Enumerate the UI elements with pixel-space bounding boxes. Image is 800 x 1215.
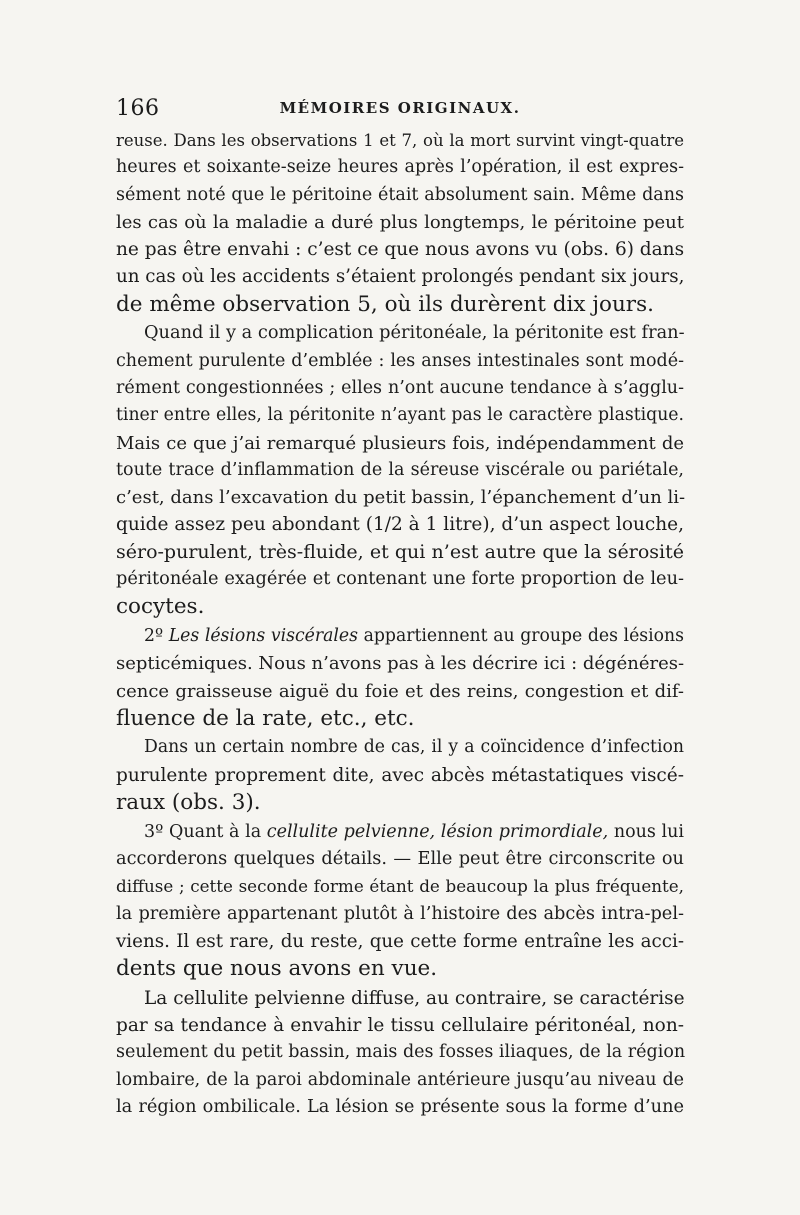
text-line: dents que nous avons en vue.: [116, 956, 438, 982]
section-number: 3º Quant à la: [144, 821, 267, 842]
text-line: tiner entre elles, la péritonite n’ayant pas le caractère plastique.: [116, 405, 684, 426]
text-line: chement purulente d’emblée : les anses intestinales sont modé-: [116, 350, 684, 371]
text-line: septicémiques. Nous n’avons pas à les décrire ici : dégénéres-: [116, 653, 685, 675]
paragraph: [116, 127, 684, 318]
text-line: La cellulite pelvienne diffuse, au contraire, se caractérise: [144, 987, 685, 1009]
text-line: raux (obs. 3).: [116, 790, 261, 816]
paragraph: [116, 734, 684, 816]
text-line: ne pas être envahi : c’est ce que nous avons vu (obs. 6) dans: [116, 239, 685, 261]
body-text: [116, 127, 684, 1121]
page-header: [116, 96, 684, 126]
text-line: les cas où la maladie a duré plus longtemps, le péritoine peut: [116, 211, 684, 233]
text-line: un cas où les accidents s’étaient prolongés pendant six jours,: [116, 266, 685, 288]
text-run: appartiennent au groupe des lésions: [357, 625, 684, 646]
paragraph: [116, 985, 684, 1121]
text-line: sément noté que le péritoine était absolument sain. Même dans: [116, 184, 684, 205]
paragraph: [116, 819, 684, 983]
text-line: séro-purulent, très-fluide, et qui n’est autre que la sérosité: [116, 540, 684, 563]
text-line: Dans un certain nombre de cas, il y a coïncidence d’infection: [144, 737, 684, 758]
text-line: c’est, dans l’excavation du petit bassin, l’épanchement d’un li-: [116, 487, 686, 509]
text-line: la région ombilicale. La lésion se présente sous la forme d’une: [116, 1096, 684, 1117]
text-line: purulente proprement dite, avec abcès métastatiques viscé-: [116, 764, 684, 786]
text-line: [116, 623, 684, 650]
text-line: par sa tendance à envahir le tissu cellulaire péritonéal, non-: [116, 1014, 684, 1036]
text-line: quide assez peu abondant (1/2 à 1 litre), d’un aspect louche,: [116, 514, 684, 536]
text-line: la première appartenant plutôt à l’histoire des abcès intra-pel-: [116, 903, 684, 924]
running-title: MÉMOIRES ORIGINAUX.: [279, 99, 521, 117]
section-heading: Les lésions viscérales: [168, 625, 358, 646]
text-line: diffuse ; cette seconde forme étant de beaucoup la plus fréquente,: [116, 876, 684, 897]
text-line: Mais ce que j’ai remarqué plusieurs fois, indépendamment de: [116, 432, 684, 454]
text-line: cence graisseuse aiguë du foie et des reins, congestion et dif-: [116, 680, 684, 702]
text-line: accorderons quelques détails. — Elle peut être circonscrite ou: [116, 848, 684, 869]
paragraph: [116, 623, 684, 732]
text-line: seulement du petit bassin, mais des fosses iliaques, de la région: [116, 1042, 686, 1063]
text-line: Quand il y a complication péritonéale, la péritonite est fran-: [144, 323, 685, 344]
text-line: de même observation 5, où ils durèrent dix jours.: [116, 291, 654, 317]
section-heading: cellulite pelvienne, lésion primordiale,: [266, 821, 609, 842]
text-run: nous lui: [608, 821, 684, 842]
text-line: péritonéale exagérée et contenant une forte proportion de leu-: [116, 569, 684, 590]
text-line: viens. Il est rare, du reste, que cette forme entraîne les acci-: [116, 930, 684, 952]
text-line: fluence de la rate, etc., etc.: [116, 705, 415, 731]
text-line: reuse. Dans les observations 1 et 7, où la mort survint vingt-quatre: [116, 131, 684, 150]
text-line: cocytes.: [116, 594, 205, 620]
paragraph: [116, 320, 684, 620]
text-line: lombaire, de la paroi abdominale antérieure jusqu’au niveau de: [116, 1069, 684, 1090]
text-line: rément congestionnées ; elles n’ont aucune tendance à s’agglu-: [116, 377, 684, 398]
section-number: 2º: [144, 625, 169, 646]
text-line: heures et soixante-seize heures après l’opération, il est expres-: [116, 157, 684, 178]
text-line: toute trace d’inflammation de la séreuse viscérale ou pariétale,: [116, 459, 684, 480]
text-line: [116, 819, 684, 846]
page-number: 166: [116, 96, 160, 121]
